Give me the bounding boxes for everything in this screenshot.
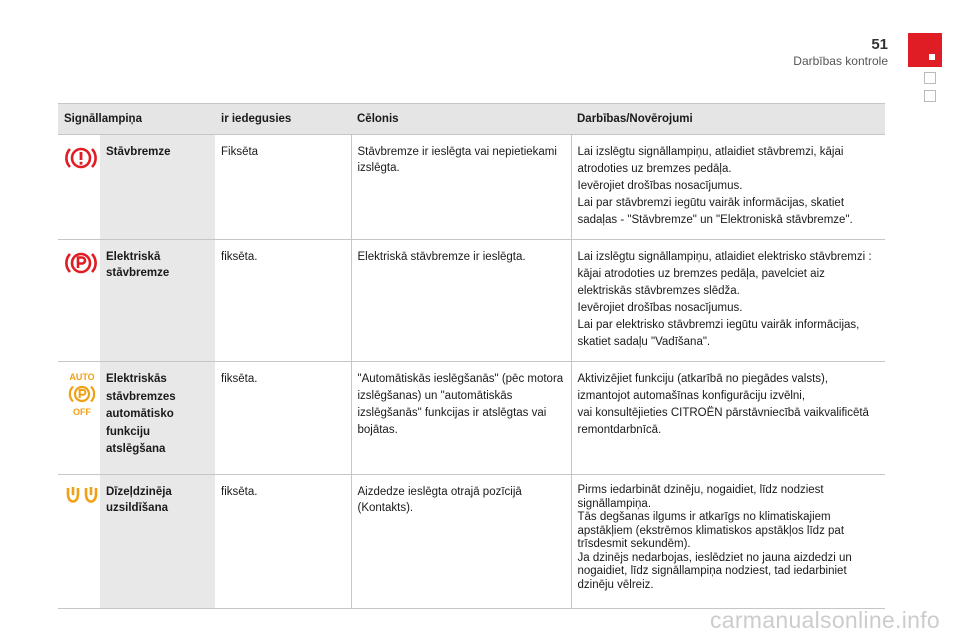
header-actions: Darbības/Novērojumi xyxy=(571,104,885,135)
action-line: Pirms iedarbināt dzinēju, nogaidiet, līdz nodziest signāllampiņa. xyxy=(577,484,824,510)
action-line: Lai izslēgtu signāllampiņu, atlaidiet elektrisko stāvbremzi : kājai atrodoties uz bremzes pedāļa, pavelciet aiz elektriskās stāvbremzes slēdža. xyxy=(577,251,872,297)
table-header-row xyxy=(58,104,885,135)
light-state: Fiksēta xyxy=(215,135,351,240)
action-line: Tās degšanas ilgums ir atkarīgs no klimatiskajiem apstākļiem (ekstrēmos klimatiskos apstākļos līdz pat trīsdesmit sekundēm). xyxy=(577,511,845,550)
off-label: OFF xyxy=(73,407,91,417)
light-state: fiksēta. xyxy=(215,240,351,362)
icon-cell xyxy=(58,135,100,240)
light-name-text: Stāvbremze xyxy=(106,146,171,158)
icon-cell xyxy=(58,240,100,362)
electric-parking-brake-icon xyxy=(64,268,98,280)
light-name-text: Elektriskās stāvbremzes automātisko funkciju atslēgšana xyxy=(106,373,176,455)
light-cause: Stāvbremze ir ieslēgta vai nepietiekami izslēgta. xyxy=(351,135,571,240)
chapter-marker-square xyxy=(929,54,935,60)
action-line: Ievērojiet drošības nosacījumus. xyxy=(577,302,743,314)
warning-lights-table xyxy=(58,103,885,609)
page-number: 51 xyxy=(871,36,888,53)
light-state: fiksēta. xyxy=(215,362,351,475)
icon-cell xyxy=(58,475,100,609)
light-name xyxy=(100,475,215,609)
light-name xyxy=(100,240,215,362)
auto-label: AUTO xyxy=(69,372,95,382)
light-name-text: Elektriskā stāvbremze xyxy=(106,251,170,279)
light-action xyxy=(571,475,885,609)
action-line: Ja dzinējs nedarbojas, ieslēdziet no jauna aizdedzi un nogaidiet, līdz signāllampiņa nodziest, tad iedarbiniet dzinēju vēlreiz. xyxy=(577,551,852,591)
chapter-marker xyxy=(908,33,942,67)
light-name xyxy=(100,362,215,475)
light-cause: Elektriskā stāvbremze ir ieslēgta. xyxy=(351,240,571,362)
watermark: carmanualsonline.info xyxy=(709,607,940,633)
table-row xyxy=(58,475,885,609)
chapter-marker-empty-1 xyxy=(924,72,936,84)
header-lit: ir iedegusies xyxy=(215,104,351,135)
table-row xyxy=(58,362,885,475)
light-name-text: Dīzeļdzinēja uzsildīšana xyxy=(106,486,172,514)
section-title: Darbības kontrole xyxy=(793,54,888,68)
light-action xyxy=(571,240,885,362)
light-cause: Aizdedze ieslēgta otrajā pozīcijā (Kontakts). xyxy=(351,475,571,609)
table-row xyxy=(58,240,885,362)
light-action xyxy=(571,362,885,475)
action-line: vai konsultējieties CITROËN pārstāvniecībā vaikvalificētā remontdarbnīcā. xyxy=(577,407,869,436)
action-line: Lai par stāvbremzi iegūtu vairāk informācijas, skatiet sadaļas - "Stāvbremze" un "Elektroniskā stāvbremze". xyxy=(577,197,853,226)
light-name xyxy=(100,135,215,240)
auto-parking-off-icon xyxy=(64,372,100,420)
action-line: Ievērojiet drošības nosacījumus. xyxy=(577,180,743,192)
header-signal-lamp: Signāllampiņa xyxy=(58,104,215,135)
brake-warning-icon xyxy=(64,163,98,175)
action-line: Lai izslēgtu signāllampiņu, atlaidiet stāvbremzi, kājai atrodoties uz bremzes pedāļa. xyxy=(577,146,844,175)
glow-plug-icon xyxy=(64,499,100,511)
action-line: Lai par elektrisko stāvbremzi iegūtu vairāk informācijas, skatiet sadaļu "Vadīšana". xyxy=(577,319,860,348)
light-cause: "Automātiskās ieslēgšanās" (pēc motora izslēgšanas) un "automātiskās izslēgšanās" funkcijas ir atslēgtas vai bojātas. xyxy=(351,362,571,475)
chapter-marker-empty-2 xyxy=(924,90,936,102)
action-line: Aktivizējiet funkciju (atkarībā no piegādes valsts), izmantojot automašīnas konfigurāciju izvēlni, xyxy=(577,373,829,402)
light-action xyxy=(571,135,885,240)
table-row xyxy=(58,135,885,240)
light-state: fiksēta. xyxy=(215,475,351,609)
header-cause: Cēlonis xyxy=(351,104,571,135)
icon-cell xyxy=(58,362,100,475)
